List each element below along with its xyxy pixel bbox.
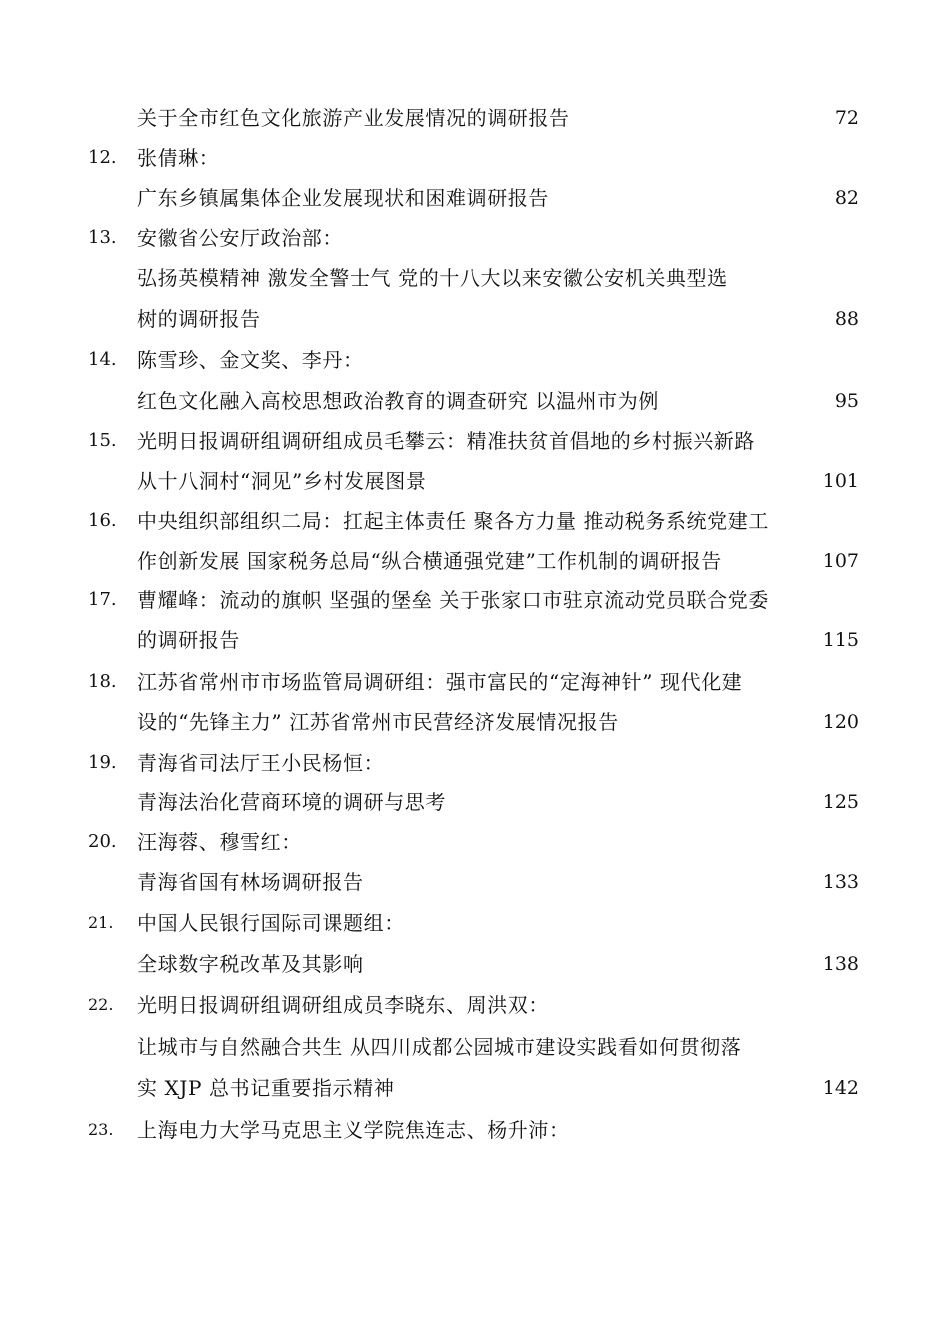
toc-page-number: 115 [822,629,859,651]
toc-entry-text: 弘扬英模精神 激发全警士气 党的十八大以来安徽公安机关典型选 [137,266,728,290]
toc-entry-number: 21. [88,913,114,932]
toc-page-number: 107 [822,550,859,572]
toc-entry-number: 17. [88,589,117,610]
toc-entry-text: 汪海蓉、穆雪红： [137,830,302,854]
toc-entry-number: 15. [88,430,117,451]
toc-entry-text: 陈雪珍、金文奖、李丹： [137,348,364,372]
toc-entry-text: 设的“先锋主力” 江苏省常州市民营经济发展情况报告 [137,710,619,734]
toc-entry-text: 广东乡镇属集体企业发展现状和困难调研报告 [137,186,549,210]
toc-entry-number: 19. [88,752,117,773]
toc-entry-text: 光明日报调研组调研组成员毛攀云：精准扶贫首倡地的乡村振兴新路 [137,429,755,453]
toc-page-number: 95 [834,390,859,412]
toc-entry-text: 中央组织部组织二局：扛起主体责任 聚各方力量 推动税务系统党建工 [137,509,769,533]
toc-entry-text: 的调研报告 [137,628,240,652]
toc-entry-number: 13. [88,227,117,248]
toc-entry-text: 上海电力大学马克思主义学院焦连志、杨升沛： [137,1118,570,1142]
toc-entry-text: 中国人民银行国际司课题组： [137,911,405,935]
toc-entry-text: 树的调研报告 [137,307,261,331]
toc-page-number: 133 [822,871,859,893]
toc-page-number: 101 [822,470,859,492]
toc-entry-text: 实 XJP 总书记重要指示精神 [137,1076,395,1100]
toc-entry-text: 曹耀峰：流动的旗帜 坚强的堡垒 关于张家口市驻京流动党员联合党委 [137,588,769,612]
toc-entry-text: 青海省国有林场调研报告 [137,870,364,894]
toc-entry-number: 20. [88,831,117,852]
toc-page-number: 82 [834,187,859,209]
toc-page-number: 120 [822,711,859,733]
toc-entry-text: 张倩琳： [137,146,220,170]
toc-entry-text: 全球数字税改革及其影响 [137,952,364,976]
toc-entry-text: 作创新发展 国家税务总局“纵合横通强党建”工作机制的调研报告 [137,549,722,573]
toc-entry-text: 青海省司法厅王小民杨恒： [137,751,385,775]
toc-page-number: 138 [822,953,859,975]
toc-entry-number: 14. [88,349,117,370]
toc-page-number: 125 [822,791,859,813]
toc-page-number: 142 [822,1077,859,1099]
toc-entry-text: 光明日报调研组调研组成员李晓东、周洪双： [137,993,549,1017]
toc-entry-number: 23. [88,1120,114,1139]
toc-entry-text: 青海法治化营商环境的调研与思考 [137,790,446,814]
toc-entry-number: 16. [88,510,117,531]
toc-entry-text: 让城市与自然融合共生 从四川成都公园城市建设实践看如何贯彻落 [137,1035,742,1059]
toc-entry-text: 安徽省公安厅政治部： [137,226,343,250]
toc-entry-text: 江苏省常州市市场监管局调研组：强市富民的“定海神针” 现代化建 [137,670,743,694]
toc-entry-number: 18. [88,671,117,692]
toc-entry-text: 关于全市红色文化旅游产业发展情况的调研报告 [137,106,570,130]
toc-entry-number: 22. [88,995,114,1014]
toc-page-number: 88 [834,308,859,330]
toc-page-number: 72 [834,107,859,129]
toc-entry-text: 从十八洞村“洞见”乡村发展图景 [137,469,427,493]
toc-entry-text: 红色文化融入高校思想政治教育的调查研究 以温州市为例 [137,389,659,413]
toc-entry-number: 12. [88,147,117,168]
